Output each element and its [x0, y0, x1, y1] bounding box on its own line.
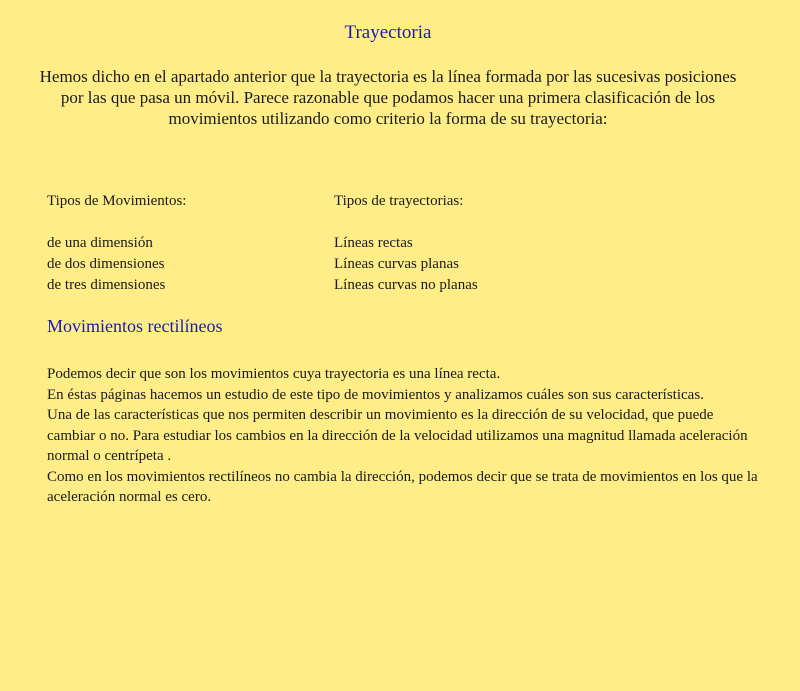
movement-type-item: de dos dimensiones [47, 256, 165, 272]
body-paragraph: Como en los movimientos rectilíneos no cambia la dirección, podemos decir que se trata de movimientos en los que la aceleración normal es cero. [47, 468, 758, 505]
page-title: Trayectoria [344, 22, 432, 43]
trajectory-types-column [334, 191, 478, 296]
movement-types-column [47, 191, 186, 296]
movement-type-item: de una dimensión [47, 235, 153, 251]
section-heading: Movimientos rectilíneos [47, 316, 223, 336]
section-body [47, 364, 762, 508]
trajectory-types-header: Tipos de trayectorias: [334, 193, 464, 209]
movement-types-header: Tipos de Movimientos: [47, 193, 187, 209]
body-paragraph: Una de las características que nos permiten describir un movimiento es la dirección de su velocidad, que puede cambiar o no. Para estudiar los cambios en la dirección de la velocidad utilizamos una magnitud llamada aceleración normal o centrípeta . [47, 407, 748, 464]
intro-paragraph: Hemos dicho en el apartado anterior que la trayectoria es la línea formada por las sucesivas posiciones por las que pasa un móvil. Parece razonable que podamos hacer una primera clasificación de los movimientos utilizando como criterio la forma de su trayectoria: [39, 67, 737, 128]
body-paragraph: Podemos decir que son los movimientos cuya trayectoria es una línea recta. [47, 366, 501, 382]
trajectory-type-item: Líneas rectas [334, 235, 413, 251]
trajectory-type-item: Líneas curvas no planas [334, 277, 478, 293]
movement-type-item: de tres dimensiones [47, 277, 166, 293]
body-paragraph: En éstas páginas hacemos un estudio de este tipo de movimientos y analizamos cuáles son sus características. [47, 386, 704, 403]
trajectory-type-item: Líneas curvas planas [334, 256, 459, 272]
